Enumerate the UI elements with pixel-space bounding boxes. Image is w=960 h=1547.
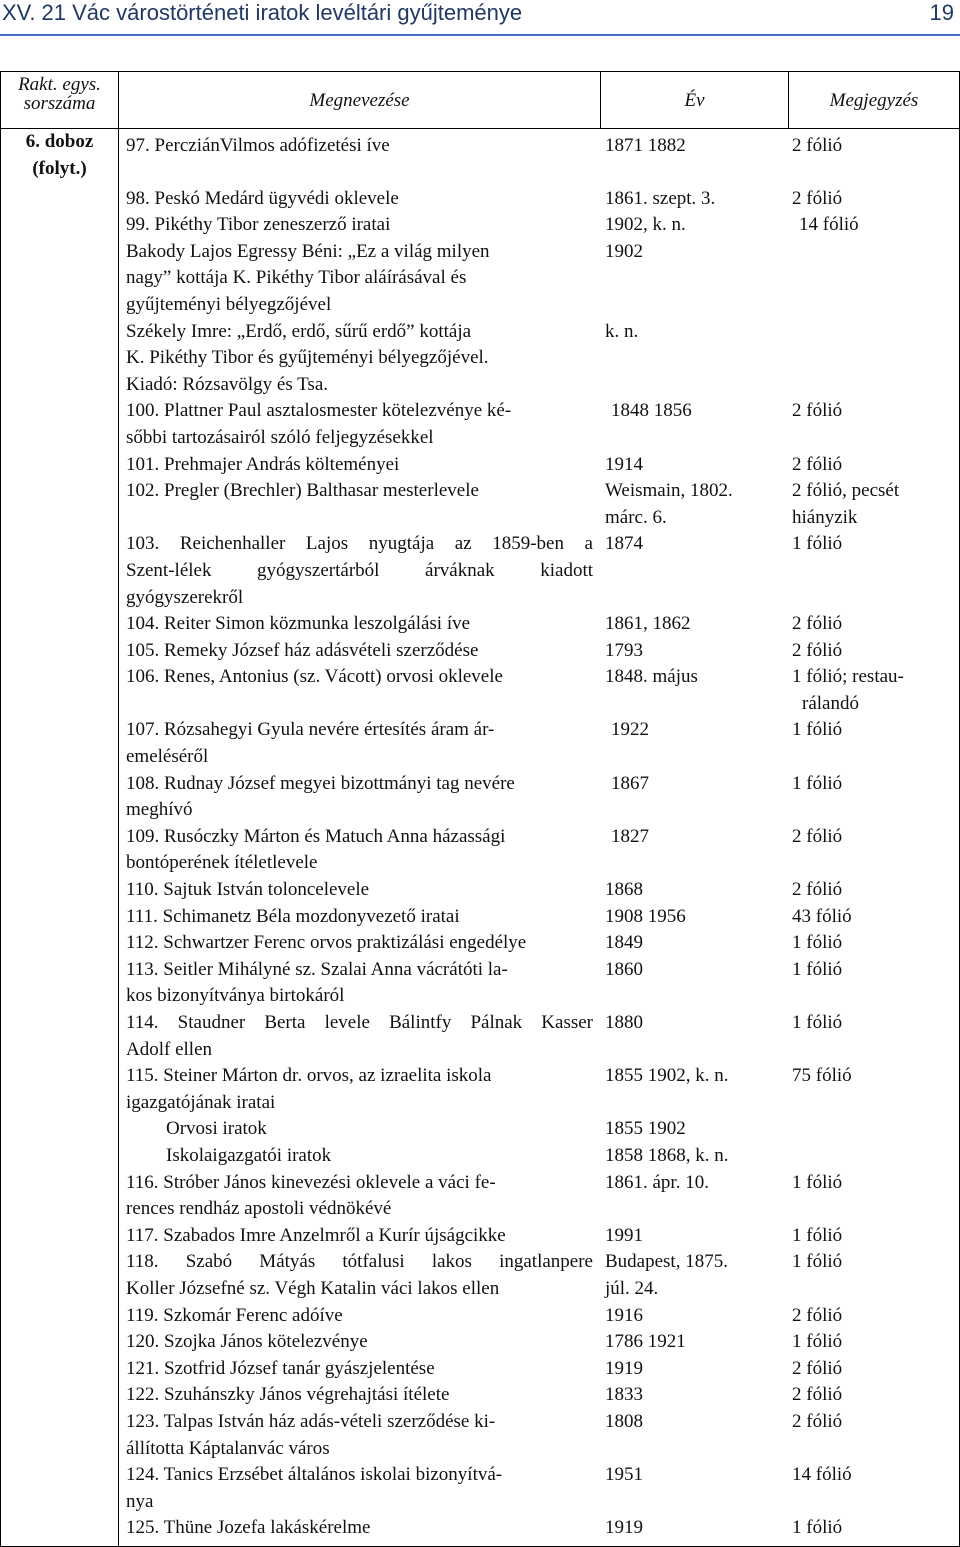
entry-year: 1861. szept. 3. <box>605 187 716 209</box>
entry-name-line: 114. Staudner Berta levele Bálintfy Pálnak Kasser <box>126 1012 593 1033</box>
entry-year: 1786 1921 <box>605 1331 686 1353</box>
entry-note <box>789 1116 959 1143</box>
list-item <box>119 186 959 213</box>
entry-note: 14 fólió <box>792 1464 852 1486</box>
entries-cell <box>119 129 960 1547</box>
entry-name <box>119 319 601 399</box>
list-item <box>119 398 959 451</box>
list-item <box>119 1382 959 1409</box>
list-item <box>119 478 959 531</box>
entry-name-line: 118. Szabó Mátyás tótfalusi lakos ingatlanpere <box>126 1251 593 1273</box>
list-item <box>119 452 959 479</box>
entry-note: 1 fólió <box>792 958 843 980</box>
entry-year: 1902, k. n. <box>605 214 686 236</box>
entry-year: 1848. május <box>605 666 698 688</box>
entry-name: 105. Remeky József ház adásvételi szerződése <box>126 639 479 661</box>
inventory-table <box>0 71 960 1547</box>
entry-year: 1919 <box>605 1357 643 1379</box>
entry-year: 1991 <box>605 1224 643 1246</box>
list-item <box>119 930 959 957</box>
entry-year: 1880 <box>605 1012 643 1033</box>
entry-year: 1858 1868, k. n. <box>605 1144 729 1166</box>
entry-note: 2 fólió <box>792 1304 843 1326</box>
entry-year: 1833 <box>605 1384 643 1406</box>
entry-name-line: 103. Reichenhaller Lajos nyugtája az 1859-ben a <box>126 533 593 555</box>
entry-name: 104. Reiter Simon közmunka leszolgálási íve <box>126 613 471 635</box>
entry-name: 120. Szojka János kötelezvénye <box>126 1331 368 1353</box>
list-item <box>119 1303 959 1330</box>
list-item <box>119 1462 959 1515</box>
entry-year: 1860 <box>605 958 643 980</box>
entry-note: 2 fólió <box>792 135 843 156</box>
list-item <box>119 1223 959 1250</box>
entry-name-line: Székely Imre: „Erdő, erdő, sűrű erdő” kottája <box>126 320 472 342</box>
entry-name <box>119 1063 601 1116</box>
entry-name: 119. Szkomár Ferenc adóíve <box>126 1304 343 1326</box>
entry-name <box>119 1409 601 1462</box>
entry-year: 1855 1902 <box>605 1118 686 1140</box>
entry-name: 101. Prehmajer András költeményei <box>126 453 400 475</box>
list-item <box>119 1515 959 1542</box>
entry-note: 2 fólió <box>792 453 843 475</box>
entry-name: 122. Szuhánszky János végrehajtási ítélete <box>126 1384 450 1406</box>
entry-note: 2 fólió <box>792 825 843 847</box>
column-header-note: Megjegyzés <box>789 72 960 129</box>
list-item <box>119 1329 959 1356</box>
entry-name: 125. Thüne Jozefa lakáskérelme <box>126 1517 371 1539</box>
entry-note <box>789 319 959 399</box>
table-header-row <box>1 72 960 129</box>
entry-year: 1849 <box>605 932 643 954</box>
entry-year: 1793 <box>605 639 643 661</box>
entry-name: 98. Peskó Medárd ügyvédi oklevele <box>126 187 399 209</box>
entry-name: 121. Szotfrid József tanár gyászjelentése <box>126 1357 435 1379</box>
entry-year: 1867 <box>611 772 649 794</box>
entry-name <box>119 239 601 319</box>
entry-note: 2 fólió <box>792 639 843 661</box>
entry-note: 1 fólió <box>792 1171 843 1193</box>
entry-name-line: gyógyszerekről <box>126 586 244 608</box>
entry-year: 1908 1956 <box>605 905 686 927</box>
column-header-rakt <box>1 72 119 129</box>
entry-note-line: hiányzik <box>792 506 858 528</box>
list-item <box>119 239 959 319</box>
entry-note <box>789 664 959 717</box>
entry-name <box>119 717 601 770</box>
entry-name-line: Koller Józsefné sz. Végh Katalin váci lakos ellen <box>126 1277 500 1299</box>
entry-name-line: meghívó <box>126 799 193 821</box>
entry-name-line: 115. Steiner Márton dr. orvos, az izraelita iskola <box>126 1065 492 1087</box>
list-item <box>119 824 959 877</box>
entry-year: 1919 <box>605 1517 643 1539</box>
entry-note-line: rálandó <box>802 692 859 714</box>
list-item <box>119 664 959 717</box>
list-item <box>119 319 959 399</box>
entry-name: 97. PercziánVilmos adófizetési íve <box>126 135 390 156</box>
entry-year: 1808 <box>605 1410 643 1432</box>
list-item <box>119 1143 959 1170</box>
entry-year: 1951 <box>605 1464 643 1486</box>
entry-name <box>119 1143 601 1170</box>
entry-name-line: Szent-lélek gyógyszertárból árváknak kiadott <box>126 559 593 581</box>
entry-note: 1 fólió <box>792 719 843 741</box>
entry-note: 2 fólió <box>792 1357 843 1379</box>
entry-note <box>789 478 959 531</box>
list-item <box>119 212 959 239</box>
list-item <box>119 717 959 770</box>
entry-note: 2 fólió <box>792 1410 843 1432</box>
entry-name-line: nya <box>126 1490 154 1512</box>
table-body-row <box>1 129 960 1547</box>
entry-year: 1874 <box>605 533 643 555</box>
entry-note: 1 fólió <box>792 533 843 555</box>
entry-year: 1902 <box>605 240 643 262</box>
entry-name-line: sőbbi tartozásairól szóló feljegyzésekkel <box>126 426 434 448</box>
list-item <box>119 1010 959 1063</box>
entry-year: 1914 <box>605 453 643 475</box>
entry-note: 1 fólió <box>792 1517 843 1539</box>
entry-name <box>119 771 601 824</box>
entry-note: 2 fólió <box>792 879 843 901</box>
entry-name <box>119 531 601 611</box>
entry-year: 1827 <box>611 825 649 847</box>
list-item <box>119 1170 959 1223</box>
entry-name-line: igazgatójának iratai <box>126 1091 276 1113</box>
entry-name-line: Bakody Lajos Egressy Béni: „Ez a világ milyen <box>126 240 490 262</box>
entry-name <box>119 957 601 1010</box>
entry-name: 110. Sajtuk István toloncelevele <box>126 879 370 901</box>
entry-year-line: Budapest, 1875. <box>605 1251 728 1273</box>
entry-name-line: 107. Rózsahegyi Gyula nevére értesítés áram ár- <box>126 719 495 741</box>
entry-note: 1 fólió <box>792 932 843 954</box>
entry-name-line: K. Pikéthy Tibor és gyűjteményi bélyegzőjével. <box>126 347 489 369</box>
entry-name <box>119 1170 601 1223</box>
entry-name-line: 116. Stróber János kinevezési oklevele a váci fe- <box>126 1171 496 1193</box>
entry-name: 111. Schimanetz Béla mozdonyvezető iratai <box>126 905 460 927</box>
entry-name-line: Adolf ellen <box>126 1038 213 1060</box>
entry-name-line: 109. Rusóczky Márton és Matuch Anna házassági <box>126 825 506 847</box>
entry-name-line: gyűjteményi bélyegzőjével <box>126 293 332 315</box>
entry-note: 1 fólió <box>792 1251 843 1273</box>
entry-note: 2 fólió <box>792 187 843 209</box>
entry-name-line: 124. Tanics Erzsébet általános iskolai bizonyítvá- <box>126 1464 503 1486</box>
header-rule <box>0 34 960 36</box>
box-cell <box>1 129 119 1547</box>
box-label: 6. doboz <box>25 131 94 152</box>
entry-name-line: Kiadó: Rózsavölgy és Tsa. <box>126 373 329 395</box>
entry-name-line: bontóperének ítéletlevele <box>126 852 318 874</box>
entry-year: 1855 1902, k. n. <box>605 1065 729 1087</box>
entry-year: 1861. ápr. 10. <box>605 1171 709 1193</box>
page-title: XV. 21 Vác várostörténeti iratok levéltári gyűjteménye <box>2 0 523 25</box>
entry-name-line: nagy” kottája K. Pikéthy Tibor aláírásával és <box>126 267 467 289</box>
entry-year <box>601 478 789 531</box>
entry-note: 1 fólió <box>792 1224 843 1246</box>
list-item <box>119 1249 959 1302</box>
entry-note: 1 fólió <box>792 1012 843 1033</box>
list-item <box>119 1116 959 1143</box>
list-item <box>119 877 959 904</box>
list-item <box>119 957 959 1010</box>
entry-name-text: Iskolaigazgatói iratok <box>166 1144 332 1166</box>
entry-name: 117. Szabados Imre Anzelmről a Kurír újságcikke <box>126 1224 506 1246</box>
entry-name <box>119 398 601 451</box>
entry-year: 1868 <box>605 879 643 901</box>
page-number: 19 <box>929 0 954 25</box>
entry-year: 1848 1856 <box>611 400 692 422</box>
box-continued-label: (folyt.) <box>32 157 87 179</box>
entry-note <box>789 239 959 319</box>
entry-name-line: emeléséről <box>126 746 209 768</box>
entry-name-line: kos bizonyítványa birtokáról <box>126 985 345 1007</box>
list-item <box>119 1356 959 1383</box>
entry-name: 99. Pikéthy Tibor zeneszerző iratai <box>126 214 391 236</box>
entry-note: 75 fólió <box>792 1065 852 1087</box>
entry-note <box>789 1143 959 1170</box>
entry-year: 1871 1882 <box>605 135 686 156</box>
entry-note: 43 fólió <box>792 905 852 927</box>
list-item <box>119 638 959 665</box>
entry-year: 1922 <box>611 719 649 741</box>
entry-name: 112. Schwartzer Ferenc orvos praktizálási engedélye <box>126 932 527 954</box>
entry-name-line: állította Káptalanvác város <box>126 1437 330 1459</box>
column-header-rakt-line1: Rakt. egys. <box>18 74 101 95</box>
entry-note: 2 fólió <box>792 613 843 635</box>
entry-name <box>119 824 601 877</box>
entry-name-text: Orvosi iratok <box>166 1118 267 1140</box>
entry-name <box>119 1249 601 1302</box>
list-item <box>119 531 959 611</box>
list-item <box>119 1409 959 1462</box>
entry-name-line: 123. Talpas István ház adás-vételi szerződése ki- <box>126 1410 496 1432</box>
entry-name-line: 113. Seitler Mihályné sz. Szalai Anna vácrátóti la- <box>126 958 508 980</box>
column-header-rakt-line2: sorszáma <box>23 93 96 114</box>
entry-year: k. n. <box>605 320 639 342</box>
entry-note: 2 fólió <box>792 1384 843 1406</box>
entry-name: 106. Renes, Antonius (sz. Vácott) orvosi oklevele <box>126 666 503 688</box>
entry-year: 1861, 1862 <box>605 613 691 635</box>
entry-note: 2 fólió <box>792 400 843 422</box>
entry-name-line: 100. Plattner Paul asztalosmester kötelezvénye ké- <box>126 400 512 422</box>
column-header-name: Megnevezése <box>119 72 601 129</box>
entry-name-line: rences rendház apostoli védnökévé <box>126 1198 392 1220</box>
entry-note: 1 fólió <box>792 772 843 794</box>
entry-year-line: Weismain, 1802. <box>605 480 733 502</box>
list-item <box>119 611 959 638</box>
list-item <box>119 904 959 931</box>
column-header-year: Év <box>601 72 789 129</box>
entry-note-line: 1 fólió; restau- <box>792 666 904 688</box>
list-item <box>119 1063 959 1116</box>
list-item <box>119 771 959 824</box>
entry-name <box>119 1462 601 1515</box>
entry-note: 1 fólió <box>792 1331 843 1353</box>
entry-year-line: júl. 24. <box>605 1277 659 1299</box>
page-header <box>0 0 960 38</box>
list-item <box>119 133 959 160</box>
entry-note-line: 2 fólió, pecsét <box>792 480 900 502</box>
entry-name: 102. Pregler (Brechler) Balthasar mesterlevele <box>126 480 479 502</box>
entry-name <box>119 1010 601 1063</box>
entry-name-line: 108. Rudnay József megyei bizottmányi tag nevére <box>126 772 515 794</box>
entry-year: 1916 <box>605 1304 643 1326</box>
entry-year <box>601 1249 789 1302</box>
entry-year-line: márc. 6. <box>605 506 667 528</box>
entry-note: 14 fólió <box>799 214 859 236</box>
entry-name <box>119 1116 601 1143</box>
